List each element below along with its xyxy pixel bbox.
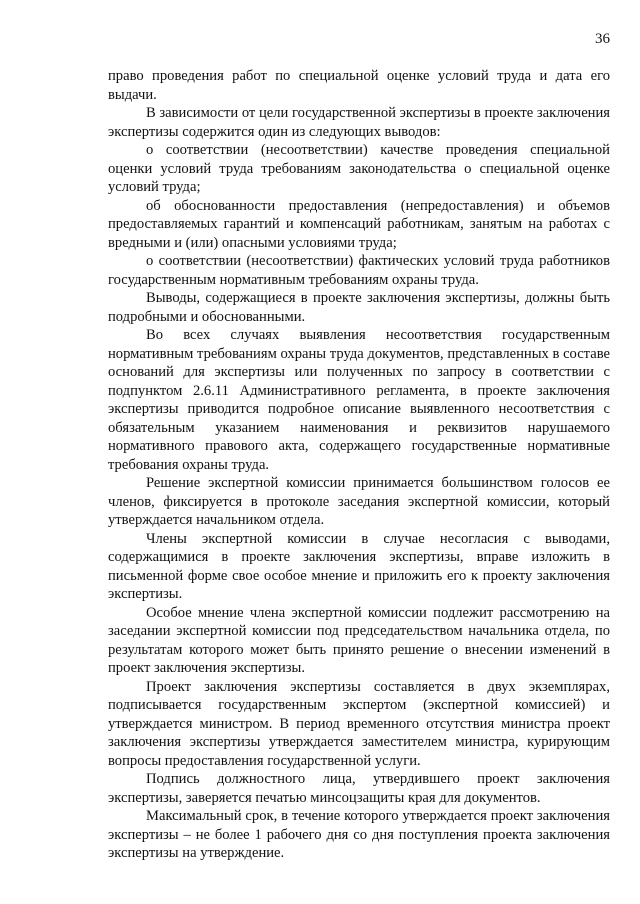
paragraph-special-opinion: Особое мнение члена экспертной комиссии подлежит рассмотрению на заседании экспертной комиссии под председательством начальника отдела, по результатам которого может быть принято решение о внесении изменений в проект заключения экспертизы. [108,604,610,676]
paragraph-nonconformity: Во всех случаях выявления несоответствия государственным нормативным требованиям охраны труда документов, представленных в составе оснований для экспертизы или полученных по запросу в соответствии с подпунктом 2.6.11 Административного регламента, в проекте заключения экспертизы приводится подробное описание выявленного несоответствия с обязательным указанием наименования и реквизитов нарушаемого нормативного правового акта, содержащего государственные нормативные требования охраны труда. [108,327,610,473]
paragraph-conclusions-intro: В зависимости от цели государственной экспертизы в проекте заключения экспертизы содержится один из следующих выводов: [108,105,611,140]
paragraph-commission-decision: Решение экспертной комиссии принимается большинством голосов ее членов, фиксируется в протоколе заседания экспертной комиссии, который утверждается начальником отдела. [108,475,610,528]
document-body [108,67,610,863]
paragraph-conclusion-option-3: о соответствии (несоответствии) фактических условий труда работников государственным нормативным требованиям охраны труда. [108,253,610,288]
paragraph-draft-preparation: Проект заключения экспертизы составляется в двух экземплярах, подписывается государственным экспертом (экспертной комиссией) и утверждается министром. В период временного отсутствия министра проект заключения экспертизы утверждается заместителем министра, курирующим вопросы предоставления государственной услуги. [108,678,610,769]
paragraph-conclusion-option-2: об обоснованности предоставления (непредоставления) и объемов предоставляемых гарантий и компенсаций работникам, занятым на работах с вредными и (или) опасными условиями труда; [108,197,610,251]
paragraph-conclusion-option-1: о соответствии (несоответствии) качестве проведения специальной оценки условий труда требованиям законодательства о специальной оценке условий труда; [108,142,610,195]
paragraph-max-term: Максимальный срок, в течение которого утверждается проект заключения экспертизы – не более 1 рабочего дня со дня поступления проекта заключения экспертизы на утверждение. [108,808,610,861]
paragraph-dissenting-members: Члены экспертной комиссии в случае несогласия с выводами, содержащимися в проекте заключения экспертизы, вправе изложить в письменной форме свое особое мнение и приложить его к проекту заключения экспертизы. [108,530,610,602]
paragraph-continuation: право проведения работ по специальной оценке условий труда и дата его выдачи. [108,68,610,103]
page-number: 36 [595,31,610,47]
paragraph-conclusions-detail: Выводы, содержащиеся в проекте заключения экспертизы, должны быть подробными и обоснованными. [108,290,610,325]
paragraph-signature: Подпись должностного лица, утвердившего проект заключения экспертизы, заверяется печатью минсоцзащиты края для документов. [108,771,610,806]
